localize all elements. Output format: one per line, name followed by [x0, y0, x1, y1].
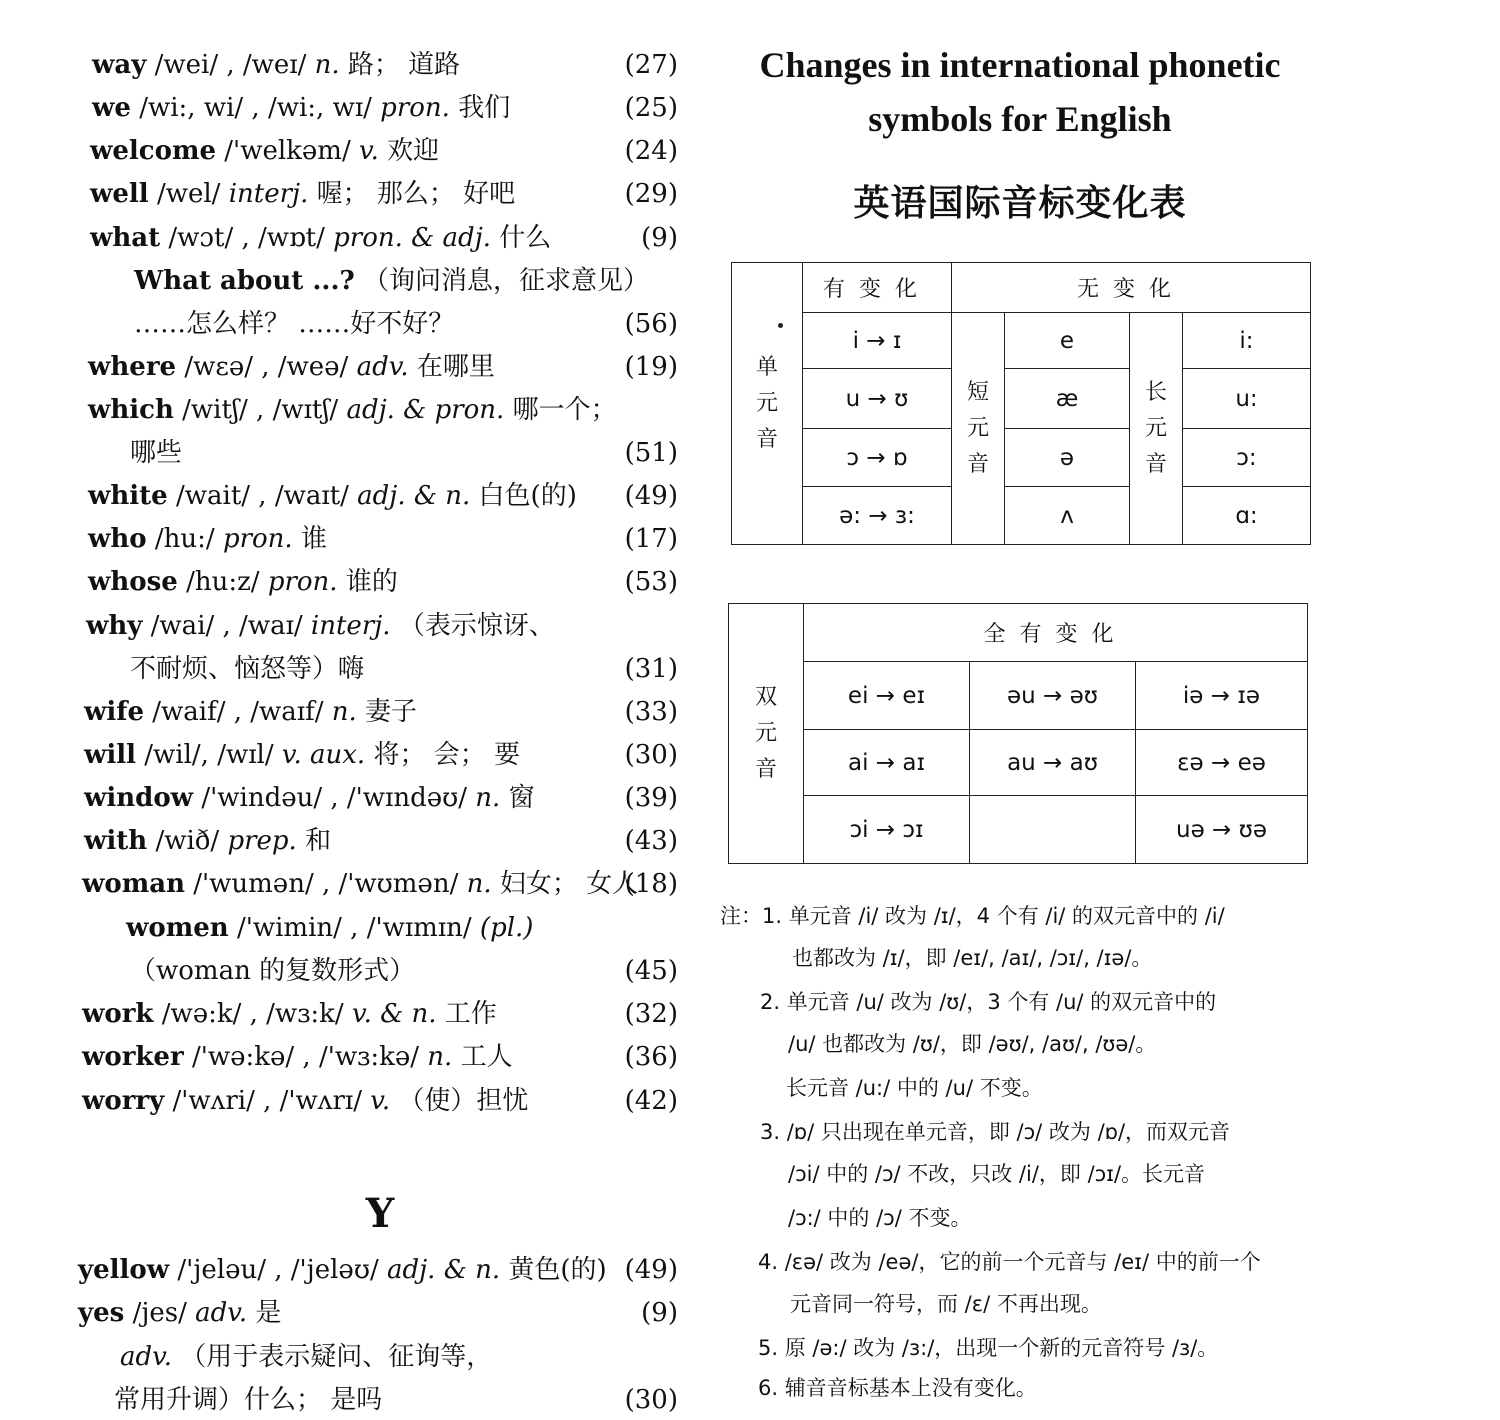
glossary-entry — [0, 476, 700, 516]
entry-part-of-speech: v. & n. — [351, 999, 437, 1029]
entry-lesson-number: (42) — [624, 1086, 678, 1116]
short-vowel-cell: ə — [1005, 429, 1130, 487]
entry-gloss: 路； 道路 — [347, 50, 461, 80]
diphthong-cell: iə → ɪə — [1136, 662, 1308, 730]
entry-lesson-number: (30) — [624, 740, 678, 770]
changed-cell: i → ɪ — [803, 313, 952, 369]
entry-gloss: 哪些 — [130, 438, 183, 468]
glossary-entry — [0, 88, 700, 128]
glossary-entry — [0, 45, 700, 85]
note-line: 4. /εə/ 改为 /eə/，它的前一个元音与 /eɪ/ 中的前一个 — [758, 1250, 1261, 1274]
entry-ipa: /wi:, wi/ , /wi:, wɪ/ — [139, 93, 372, 123]
entry-headword: worker — [82, 1042, 184, 1072]
entry-ipa: /'jeləu/ , /'jeləʊ/ — [177, 1255, 379, 1285]
entry-ipa: /wə:k/ , /wɜ:k/ — [161, 999, 344, 1029]
long-vowel-cell: ɔ: — [1183, 429, 1311, 487]
monophthong-category-label: 单元音 — [755, 354, 778, 452]
entry-gloss: 常用升调）什么； 是吗 — [114, 1385, 383, 1415]
glossary-entry — [0, 692, 700, 732]
long-vowel-label: 长元音 — [1144, 379, 1167, 477]
glossary-entry — [0, 261, 700, 301]
glossary-entry — [0, 994, 700, 1034]
entry-lesson-number: (27) — [624, 50, 678, 80]
entry-ipa: /'wə:kə/ , /'wɜ:kə/ — [191, 1042, 420, 1072]
entry-ipa: /'windəu/ , /'wɪndəʊ/ — [201, 783, 468, 813]
entry-text — [90, 131, 439, 171]
entry-ipa: /hu:/ — [154, 524, 215, 554]
glossary-entry — [0, 1037, 700, 1077]
entry-headword: why — [86, 611, 143, 641]
entry-lesson-number: (30) — [624, 1385, 678, 1415]
entry-ipa: /'welkəm/ — [224, 136, 351, 166]
glossary-entry — [0, 390, 700, 430]
entry-ipa: /waif/ , /waɪf/ — [152, 697, 324, 727]
entry-text — [82, 1081, 528, 1121]
entry-ipa: /wið/ — [155, 826, 220, 856]
entry-lesson-number: (25) — [624, 93, 678, 123]
entry-lesson-number: (45) — [624, 956, 678, 986]
monophthong-table — [731, 262, 1311, 545]
entry-part-of-speech: pron. — [267, 567, 338, 597]
glossary-entry — [0, 821, 700, 861]
diphthong-cell: uə → ʊə — [1136, 796, 1308, 864]
entry-headword: whose — [88, 567, 178, 597]
glossary-entry — [0, 1081, 700, 1121]
title-chinese: 英语国际音标变化表 — [853, 183, 1187, 224]
entry-headword: window — [84, 783, 194, 813]
entry-gloss: （用于表示疑问、征询等， — [180, 1342, 493, 1372]
stray-dot-mark — [778, 323, 783, 328]
entry-gloss: 谁的 — [345, 567, 398, 597]
entry-headword: yellow — [78, 1255, 170, 1285]
note-line: 长元音 /u:/ 中的 /u/ 不变。 — [786, 1076, 1043, 1100]
entry-lesson-number: (24) — [624, 136, 678, 166]
entry-gloss: 妇女； 女人 — [499, 869, 639, 899]
entry-lesson-number: (17) — [624, 524, 678, 554]
title-english-line1: Changes in international phonetic — [759, 45, 1281, 85]
entry-text — [90, 174, 515, 214]
entry-text — [114, 1380, 382, 1420]
glossary-entry — [0, 1250, 700, 1290]
entry-headword: well — [90, 179, 149, 209]
entry-gloss: （woman 的复数形式） — [130, 956, 416, 986]
entry-gloss: （询问消息，征求意见） — [363, 266, 650, 296]
entry-gloss: 喔； 那么； 好吧 — [316, 179, 516, 209]
entry-text — [134, 261, 649, 301]
entry-text — [134, 304, 454, 344]
entry-text — [92, 88, 510, 128]
glossary-entry — [0, 519, 700, 559]
entry-headword: we — [92, 93, 131, 123]
entry-part-of-speech: adj. & n. — [386, 1255, 501, 1285]
entry-headword: women — [126, 913, 229, 943]
glossary-entry — [0, 1380, 700, 1420]
note-line: 注：1. 单元音 /i/ 改为 /ɪ/，4 个有 /i/ 的双元音中的 /i/ — [720, 904, 1225, 928]
title-english-line2: symbols for English — [868, 99, 1172, 139]
glossary-entry — [0, 218, 700, 258]
diphthong-cell: əu → əʊ — [970, 662, 1136, 730]
entry-text — [84, 821, 331, 861]
entry-headword: welcome — [90, 136, 217, 166]
entry-text — [84, 692, 417, 732]
entry-lesson-number: (49) — [624, 481, 678, 511]
changed-cell: ə: → ɜ: — [803, 487, 952, 545]
entry-ipa: /'wumən/ , /'wʊmən/ — [193, 869, 459, 899]
entry-headword: way — [92, 50, 147, 80]
entry-part-of-speech: interj. — [310, 611, 391, 641]
glossary-entry — [0, 131, 700, 171]
entry-text — [130, 951, 415, 991]
glossary-entry — [0, 649, 700, 689]
entry-ipa: /wei/ , /weɪ/ — [154, 50, 307, 80]
entry-text — [92, 45, 460, 85]
entry-part-of-speech: pron. & adj. — [333, 223, 492, 253]
glossary-entry — [0, 562, 700, 602]
entry-headword: worry — [82, 1086, 165, 1116]
entry-headword: with — [84, 826, 148, 856]
long-vowel-cell: u: — [1183, 369, 1311, 429]
entry-lesson-number: (32) — [624, 999, 678, 1029]
diphthong-cell: ai → aɪ — [804, 730, 970, 796]
entry-gloss: （使）担忧 — [398, 1086, 529, 1116]
note-line: /u/ 也都改为 /ʊ/，即 /əʊ/, /aʊ/, /ʊə/。 — [788, 1032, 1157, 1056]
entry-headword: What about ...? — [134, 266, 355, 296]
entry-ipa: /witʃ/ , /wɪtʃ/ — [182, 395, 339, 425]
diphthong-cell: ei → eɪ — [804, 662, 970, 730]
entry-text — [88, 476, 577, 516]
entry-ipa: /wεə/ , /weə/ — [184, 352, 349, 382]
short-vowel-label: 短元音 — [966, 379, 989, 477]
diphthong-category — [729, 604, 804, 864]
diphthong-category-label: 双元音 — [754, 684, 777, 782]
entry-text — [120, 1337, 492, 1377]
entry-text — [88, 562, 398, 602]
entry-part-of-speech: pron. — [222, 524, 293, 554]
entry-ipa: /wait/ , /waɪt/ — [175, 481, 349, 511]
entry-part-of-speech: adv. — [120, 1342, 173, 1372]
entry-part-of-speech: adj. & pron. — [346, 395, 505, 425]
entry-text — [88, 519, 327, 559]
entry-ipa: /wai/ , /waɪ/ — [150, 611, 303, 641]
entry-part-of-speech: adj. & n. — [357, 481, 471, 511]
short-vowel-cell: e — [1005, 313, 1130, 369]
glossary-entry — [0, 1293, 700, 1333]
entry-text — [78, 1250, 607, 1290]
entry-gloss: 欢迎 — [387, 136, 440, 166]
glossary-entry — [0, 304, 700, 344]
entry-gloss: （表示惊讶、 — [398, 611, 555, 641]
entry-headword: yes — [78, 1298, 125, 1328]
entry-part-of-speech: pron. — [380, 93, 450, 123]
entry-lesson-number: (51) — [624, 438, 678, 468]
glossary-entry — [0, 735, 700, 775]
note-line: 2. 单元音 /u/ 改为 /ʊ/，3 个有 /u/ 的双元音中的 — [760, 990, 1217, 1014]
glossary-entry — [0, 908, 700, 948]
entry-text — [126, 908, 533, 948]
entry-part-of-speech: n. — [466, 869, 492, 899]
entry-gloss: 将； 会； 要 — [373, 740, 520, 770]
entry-lesson-number: (19) — [624, 352, 678, 382]
entry-headword: which — [88, 395, 174, 425]
entry-lesson-number: (9) — [641, 223, 678, 253]
entry-gloss: 谁 — [300, 524, 327, 554]
diphthong-table — [728, 603, 1308, 864]
entry-text — [90, 218, 551, 258]
unchanged-header: 无变化 — [952, 263, 1311, 313]
entry-lesson-number: (29) — [624, 179, 678, 209]
note-line: 也都改为 /ɪ/，即 /eɪ/, /aɪ/, /ɔɪ/, /ɪə/。 — [792, 946, 1153, 970]
entry-gloss: 和 — [305, 826, 332, 856]
entry-text — [130, 433, 182, 473]
note-line: 3. /ɒ/ 只出现在单元音，即 /ɔ/ 改为 /ɒ/，而双元音 — [760, 1120, 1231, 1144]
entry-headword: white — [88, 481, 168, 511]
entry-text — [84, 735, 520, 775]
entry-text — [88, 390, 617, 430]
entry-ipa: /hu:z/ — [186, 567, 260, 597]
entry-headword: who — [88, 524, 147, 554]
glossary-entry — [0, 778, 700, 818]
diphthong-cell: εə → eə — [1136, 730, 1308, 796]
entry-lesson-number: (39) — [624, 783, 678, 813]
entry-gloss: 不耐烦、恼怒等）嗨 — [130, 654, 365, 684]
entry-headword: work — [82, 999, 154, 1029]
glossary-entry — [0, 433, 700, 473]
entry-part-of-speech: n. — [314, 50, 340, 80]
entry-gloss: ……怎么样？ ……好不好？ — [134, 309, 455, 339]
entry-gloss: 窗 — [508, 783, 535, 813]
entry-part-of-speech: n. — [475, 783, 501, 813]
entry-gloss: 白色(的) — [478, 481, 577, 511]
long-vowel-label-cell — [1130, 313, 1183, 545]
entry-gloss: 工作 — [444, 999, 497, 1029]
entry-gloss: 哪一个； — [512, 395, 617, 425]
entry-ipa: /'wʌri/ , /'wʌrɪ/ — [172, 1086, 363, 1116]
entry-lesson-number: (53) — [624, 567, 678, 597]
changed-cell: ɔ → ɒ — [803, 429, 952, 487]
monophthong-category — [732, 263, 803, 545]
entry-ipa: /wel/ — [156, 179, 221, 209]
note-line: /ɔi/ 中的 /ɔ/ 不改，只改 /i/，即 /ɔɪ/。长元音 — [788, 1162, 1206, 1186]
note-line: 6. 辅音音标基本上没有变化。 — [758, 1376, 1037, 1400]
glossary-entry — [0, 347, 700, 387]
all-changed-header: 全有变化 — [804, 604, 1308, 662]
entry-part-of-speech: v. — [358, 136, 379, 166]
entry-headword: wife — [84, 697, 144, 727]
entry-headword: woman — [82, 869, 185, 899]
entry-gloss: 黄色(的) — [508, 1255, 607, 1285]
glossary-column — [0, 0, 700, 1419]
entry-lesson-number: (49) — [624, 1255, 678, 1285]
entry-headword: what — [90, 223, 161, 253]
glossary-entry — [0, 864, 700, 904]
entry-part-of-speech: n. — [427, 1042, 453, 1072]
short-vowel-cell: ʌ — [1005, 487, 1130, 545]
entry-lesson-number: (9) — [641, 1298, 678, 1328]
entry-lesson-number: (31) — [624, 654, 678, 684]
note-line: 5. 原 /ə:/ 改为 /ɜ:/，出现一个新的元音符号 /ɜ/。 — [758, 1336, 1219, 1360]
entry-gloss: 工人 — [460, 1042, 513, 1072]
long-vowel-cell: i: — [1183, 313, 1311, 369]
entry-gloss: 我们 — [458, 93, 511, 123]
entry-ipa: /wɔt/ , /wɒt/ — [168, 223, 325, 253]
long-vowel-cell: ɑ: — [1183, 487, 1311, 545]
entry-ipa: /jes/ — [132, 1298, 187, 1328]
entry-part-of-speech: v. — [370, 1086, 391, 1116]
entry-lesson-number: (56) — [624, 309, 678, 339]
entry-part-of-speech: v. aux. — [281, 740, 366, 770]
changed-cell: u → ʊ — [803, 369, 952, 429]
glossary-entry — [0, 1337, 700, 1377]
entry-gloss: 什么 — [499, 223, 552, 253]
entry-lesson-number: (33) — [624, 697, 678, 727]
entry-gloss: 妻子 — [365, 697, 418, 727]
entry-text — [82, 1037, 513, 1077]
entry-text — [82, 994, 497, 1034]
entry-text — [86, 606, 555, 646]
diphthong-cell: ɔi → ɔɪ — [804, 796, 970, 864]
note-line: 元音同一符号，而 /ε/ 不再出现。 — [790, 1292, 1102, 1316]
entry-part-of-speech: interj. — [228, 179, 309, 209]
diphthong-cell-empty — [970, 796, 1136, 864]
entry-lesson-number: (36) — [624, 1042, 678, 1072]
entry-part-of-speech: n. — [331, 697, 357, 727]
entry-text — [130, 649, 364, 689]
note-line: /ɔ:/ 中的 /ɔ/ 不变。 — [788, 1206, 972, 1230]
entry-lesson-number: (43) — [624, 826, 678, 856]
glossary-entry — [0, 951, 700, 991]
entry-lesson-number: (18) — [624, 869, 678, 899]
entry-headword: where — [88, 352, 177, 382]
section-letter: Y — [365, 1190, 395, 1237]
changed-header: 有变化 — [803, 263, 952, 313]
entry-text — [84, 778, 535, 818]
entry-text — [78, 1293, 281, 1333]
glossary-entry — [0, 606, 700, 646]
entry-ipa: /wil/, /wɪl/ — [144, 740, 274, 770]
entry-gloss: 在哪里 — [416, 352, 495, 382]
diphthong-cell: au → aʊ — [970, 730, 1136, 796]
entry-ipa: /'wimin/ , /'wɪmɪn/ — [236, 913, 472, 943]
entry-text — [88, 347, 495, 387]
entry-part-of-speech: prep. — [227, 826, 297, 856]
entry-gloss: 是 — [255, 1298, 282, 1328]
phonetic-changes-column — [700, 0, 1500, 1419]
short-vowel-label-cell — [952, 313, 1005, 545]
entry-part-of-speech: adv. — [356, 352, 409, 382]
glossary-entry — [0, 174, 700, 214]
entry-text — [82, 864, 638, 904]
entry-headword: will — [84, 740, 137, 770]
short-vowel-cell: æ — [1005, 369, 1130, 429]
entry-part-of-speech: adv. — [195, 1298, 248, 1328]
entry-part-of-speech: (pl.) — [479, 913, 534, 943]
